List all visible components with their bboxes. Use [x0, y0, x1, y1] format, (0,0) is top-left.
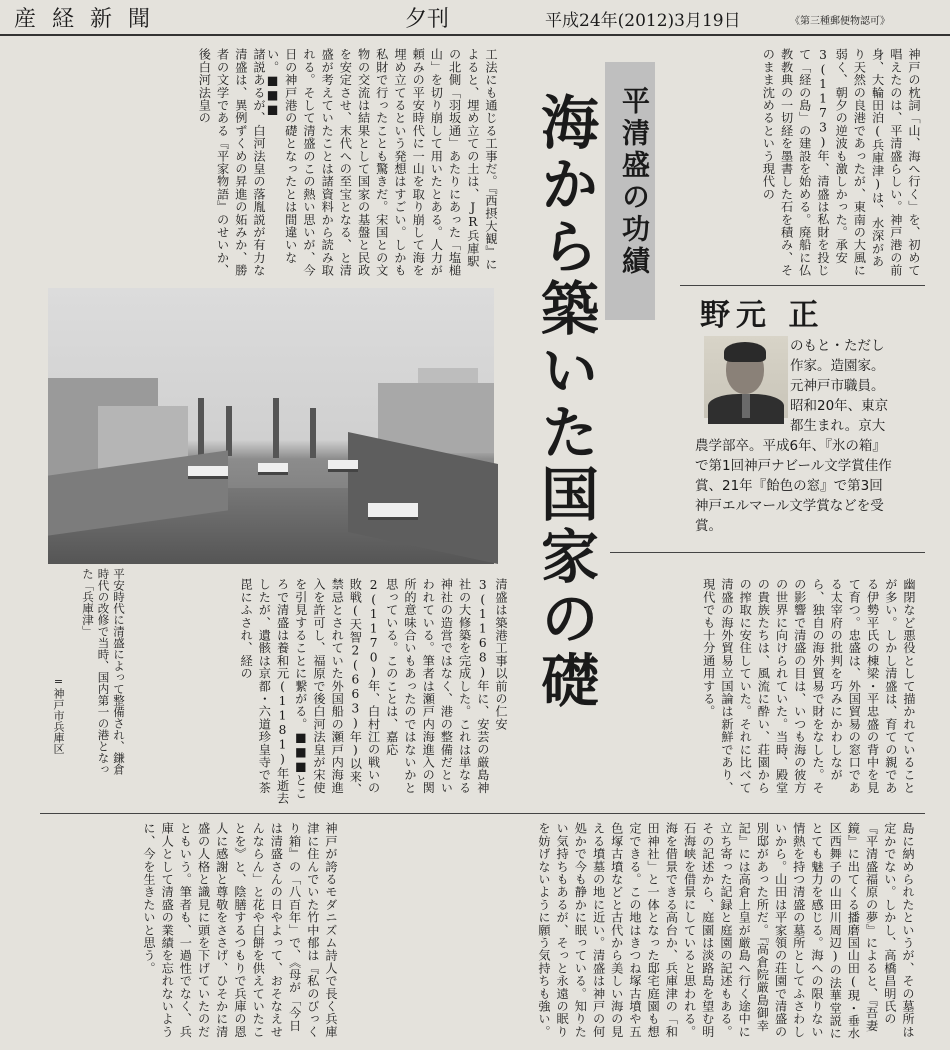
bio-divider — [610, 552, 925, 553]
article-column-2: 工法にも通じる工事だ。『西摂大観』によると、埋め立ての土は、JR兵庫駅の北側「羽坂通」あたりにあった「塩槌山」を切り崩して用いたとある。人力が頼みの平安時代に一山を取り崩して海を埋め立てるという発想はすごい。しかも私財で行ったことも驚きだ。宋国との文物の交流は結果として国家の基盤と民政を安定させ、末代への至宝となる、と清盛が考えていたことは諸資料から読み取れる。そして清盛のこの熱い思いが、今日の神戸港の礎となったとは間違いない。■■■ — [265, 48, 498, 277]
article-column-6: 島に納められたというが、その墓所は定かでない。しかし、高橋昌明氏の『平清盛福原の夢』によると、『吾妻鏡』に出てくる播磨国山田(現・垂水区西舞子の山田川周辺)の法華堂説にとても魅力を感じる。海への限りない情熱を持つ清盛の墓所としてふさわしいから。山田は平家領の荘園で清盛の別邸があった所だ。『高倉院厳島御幸記』には高倉上皇が厳島へ行く途中に立ち寄った記録と庭園の記述もある。その記述から、庭園は淡路島を望む明石海峡を借景にしていると思われる。海を借景できる高台か、兵庫津の「和田神社」と一体となった邸宅庭園も想定できる。この地はきつね塚古墳や五色塚古墳などと古代から美しい海の見える墳墓の地に近い。清盛は神戸の何処かで今も静かに眠っている。知りたい気持ちもあるが、そっと永遠の眠りを妨げないように願う気持ちも強い。 — [536, 822, 915, 1040]
subheadline: 平清盛の功績 — [618, 86, 651, 278]
postal-permit: 《第三種郵便物認可》 — [790, 16, 890, 27]
author-bio-box — [695, 336, 895, 546]
article-column-3: 諸説あるが、白河法皇の落胤説が有力な清盛は、異例ずくめの昇進の妬みか、勝者の文学である『平家物語』のせいか、後白河法皇の — [197, 48, 266, 277]
masthead — [0, 0, 950, 34]
article-column-1: 神戸の枕詞「山、海へ行く」を、初めて唱えたのは、平清盛らしい。神戸港の前身、大輪田泊(兵庫津)は、水深があり天然の良港であったが、東南の大風に弱く、朝夕の逆波も激しかった。承安3(1173)年、清盛は私財を投じて「経の島」の建設を始める。廃船に仏教教典の一切経を墨書した石を積み、そのまま沈めるという現代の — [761, 48, 921, 277]
masthead-rule — [0, 34, 950, 36]
headline: 海から築いた国家の礎 — [531, 92, 599, 712]
paper-name: 産経新聞 — [14, 7, 167, 32]
issue-date: 平成24年(2012)3月19日 — [545, 11, 741, 31]
author-bio: のもと・ただし 作家。造園家。元神戸市職員。昭和20年、東京都生まれ。京大農学部卒。平成6年、『氷の箱』で第1回神戸ナビール文学賞佳作賞、21年『飴色の窓』で第3回神戸エルマール文学賞などを受賞。 — [695, 338, 892, 534]
bottom-divider — [40, 813, 925, 814]
edition-label: 夕刊 — [405, 7, 450, 32]
harbor-photo — [48, 288, 494, 564]
author-name: 野元 正 — [700, 298, 825, 333]
photo-caption: 平安時代に清盛によって整備され、鎌倉時代の改修で当時、国内第一の港となった「兵庫津」 — [81, 568, 126, 775]
article-column-5: 清盛は築港工事以前の仁安3(1168)年に、安芸の厳島神社の大修築を完成した。これは単なる神社の造営ではなく、港の整備だといわれている。筆者は瀬戸内海進入の関所的意味合いもあったのではないかと思っている。このことは、嘉応2(1170)年、白村江の戦いの敗戦(天智2(663)年)以来、禁忌とされていた外国船の瀬戸内海進入を許可し、福原で後白河法皇が宋使を引見することに繋がる。■■■ところで清盛は養和元(1181)年逝去したが、遺骸は京都・六道珍皇寺で茶毘にふされ、経の — [239, 578, 508, 805]
photo-credit: =神戸市兵庫区 — [52, 675, 65, 754]
author-divider — [680, 285, 925, 286]
article-column-7: 神戸が誇るモダニズム詩人で長く兵庫津に住んでいた竹中郁は『私のびっくり箱』の「八百年」で、《母が「今日は清盛さんの日やよって、おそなえせんならん」と花や白餅を供えていたことを》と、陰膳するつもりで兵庫の恩人に感謝と尊敬をささげ、ひそかに清盛の人格と識見に頭を下げていたのだともいう。筆者も、一過性でなく、兵庫人として清盛の業績を忘れないように、今を生きたいと思う。 — [141, 822, 338, 1038]
article-column-4: 幽閉など悪役として描かれていることが多い。しかし清盛は、育ての親である伊勢平氏の棟梁・平忠盛の背中を見て育つ。忠盛は、外国貿易の窓口である太宰府の批判を巧みにかわしながら、独自の海外貿易で財をなした。その影響で清盛の目は、いつも海の彼方の世界に向けられていた。当時、殿堂の貴族たちは、風流に酔い、荘園からの搾取に安住していた。それに比べて清盛の海外貿易立国論は新鮮であり、現代でも十分通用する。 — [701, 578, 916, 794]
